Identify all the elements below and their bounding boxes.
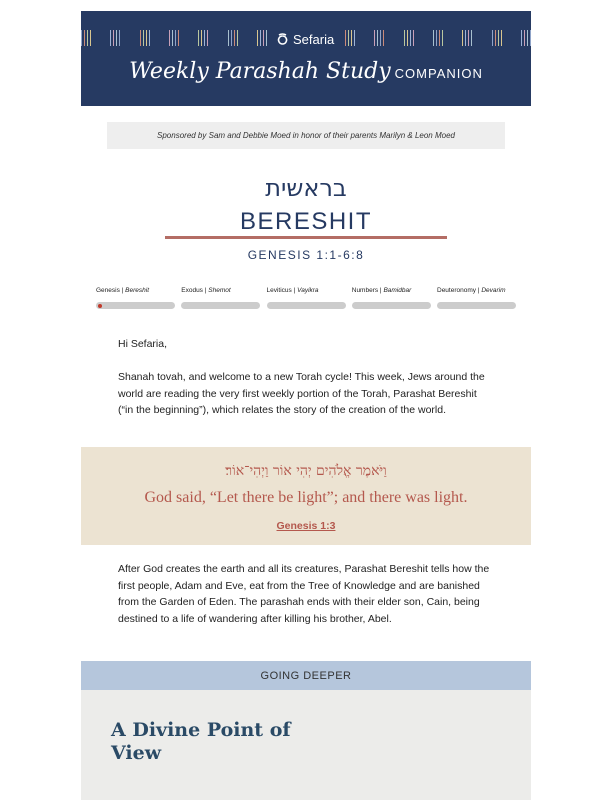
book-label: Leviticus | Vayikra [266, 287, 319, 294]
book-label: Numbers | Bamidbar [351, 287, 412, 294]
book-label: Deuteronomy | Devarim [437, 287, 506, 294]
sefaria-logo-icon [277, 33, 288, 45]
book-progress-exodus [181, 287, 260, 309]
title-divider [165, 236, 447, 239]
featured-verse [81, 447, 531, 545]
going-deeper-section [81, 690, 531, 800]
book-hebrew-name: Vayikra [297, 287, 319, 294]
book-progress-numbers [352, 287, 431, 309]
stripe-group [169, 30, 179, 46]
book-name: Numbers [351, 287, 379, 294]
header-title [81, 59, 531, 84]
progress-bar [352, 302, 431, 309]
stripe-group [228, 30, 238, 46]
summary-paragraph: After God creates the earth and all its creatures, Parashat Bereshit tells how the first people, Adam and Eve, eat from the Tree of Knowledge and are banished from the Garden of Eden. The parashah ends with their elder son, Cain, being destined to a life of wandering after killing his brother, Abel. [118, 563, 490, 626]
verse-reference-link[interactable]: Genesis 1:3 [276, 520, 336, 532]
torah-progress-tracker [96, 287, 516, 309]
book-hebrew-name: Bereshit [125, 287, 150, 294]
stripe-group [198, 30, 208, 46]
book-hebrew-name: Devarim [481, 287, 506, 294]
book-hebrew-name: Shemot [208, 287, 231, 294]
book-label: Genesis | Bereshit [96, 287, 150, 294]
brand-name: Sefaria [293, 31, 335, 47]
stripe-group [404, 30, 414, 46]
progress-bar [181, 302, 260, 309]
book-name: Exodus [181, 287, 203, 294]
stripe-group [140, 30, 150, 46]
stripe-group [433, 30, 443, 46]
book-progress-genesis [96, 287, 175, 309]
stripe-group [521, 30, 531, 46]
header-title-caps: COMPANION [394, 66, 483, 81]
progress-bar [267, 302, 346, 309]
book-progress-deuteronomy [437, 287, 516, 309]
parashah-hebrew-title: בראשית [265, 174, 347, 202]
sponsor-note: Sponsored by Sam and Debbie Moed in honor of their parents Marilyn & Leon Moed [107, 122, 505, 149]
deeper-heading: A Divine Point of View [111, 719, 291, 764]
book-name: Genesis [96, 287, 120, 294]
stripe-group [110, 30, 120, 46]
intro-paragraph: Shanah tovah, and welcome to a new Torah cycle! This week, Jews around the world are reading the very first weekly portion of the Torah, Parashat Bereshit (“in the beginning”), which relates the story of the creation of the world. [118, 371, 485, 417]
stripe-group [81, 30, 91, 46]
greeting: Hi Sefaria, [118, 338, 168, 350]
stripe-group [257, 30, 267, 46]
header-banner [81, 11, 531, 106]
verse-english: God said, “Let there be light”; and there was light. [144, 489, 468, 506]
sefaria-logo[interactable] [271, 30, 340, 48]
book-progress-leviticus [267, 287, 346, 309]
header-title-script: Weekly Parashah Study [129, 59, 391, 84]
parashah-reference: GENESIS 1:1-6:8 [247, 248, 365, 262]
parashah-english-title: BERESHIT [239, 208, 373, 235]
email-container [81, 11, 531, 764]
stripe-group [374, 30, 384, 46]
stripe-group [345, 30, 355, 46]
progress-bar [437, 302, 516, 309]
stripe-group [492, 30, 502, 46]
book-name: Deuteronomy [437, 287, 477, 294]
going-deeper-banner: GOING DEEPER [81, 661, 531, 690]
verse-hebrew: וַיֹּאמֶר אֱלֹהִים יְהִי אוֹר וַיְהִי־אוֹר׃ [225, 463, 387, 479]
progress-marker [98, 304, 102, 308]
progress-bar [96, 302, 175, 309]
book-hebrew-name: Bamidbar [383, 287, 412, 294]
book-name: Leviticus [266, 287, 292, 294]
book-label: Exodus | Shemot [181, 287, 231, 294]
stripe-group [462, 30, 472, 46]
